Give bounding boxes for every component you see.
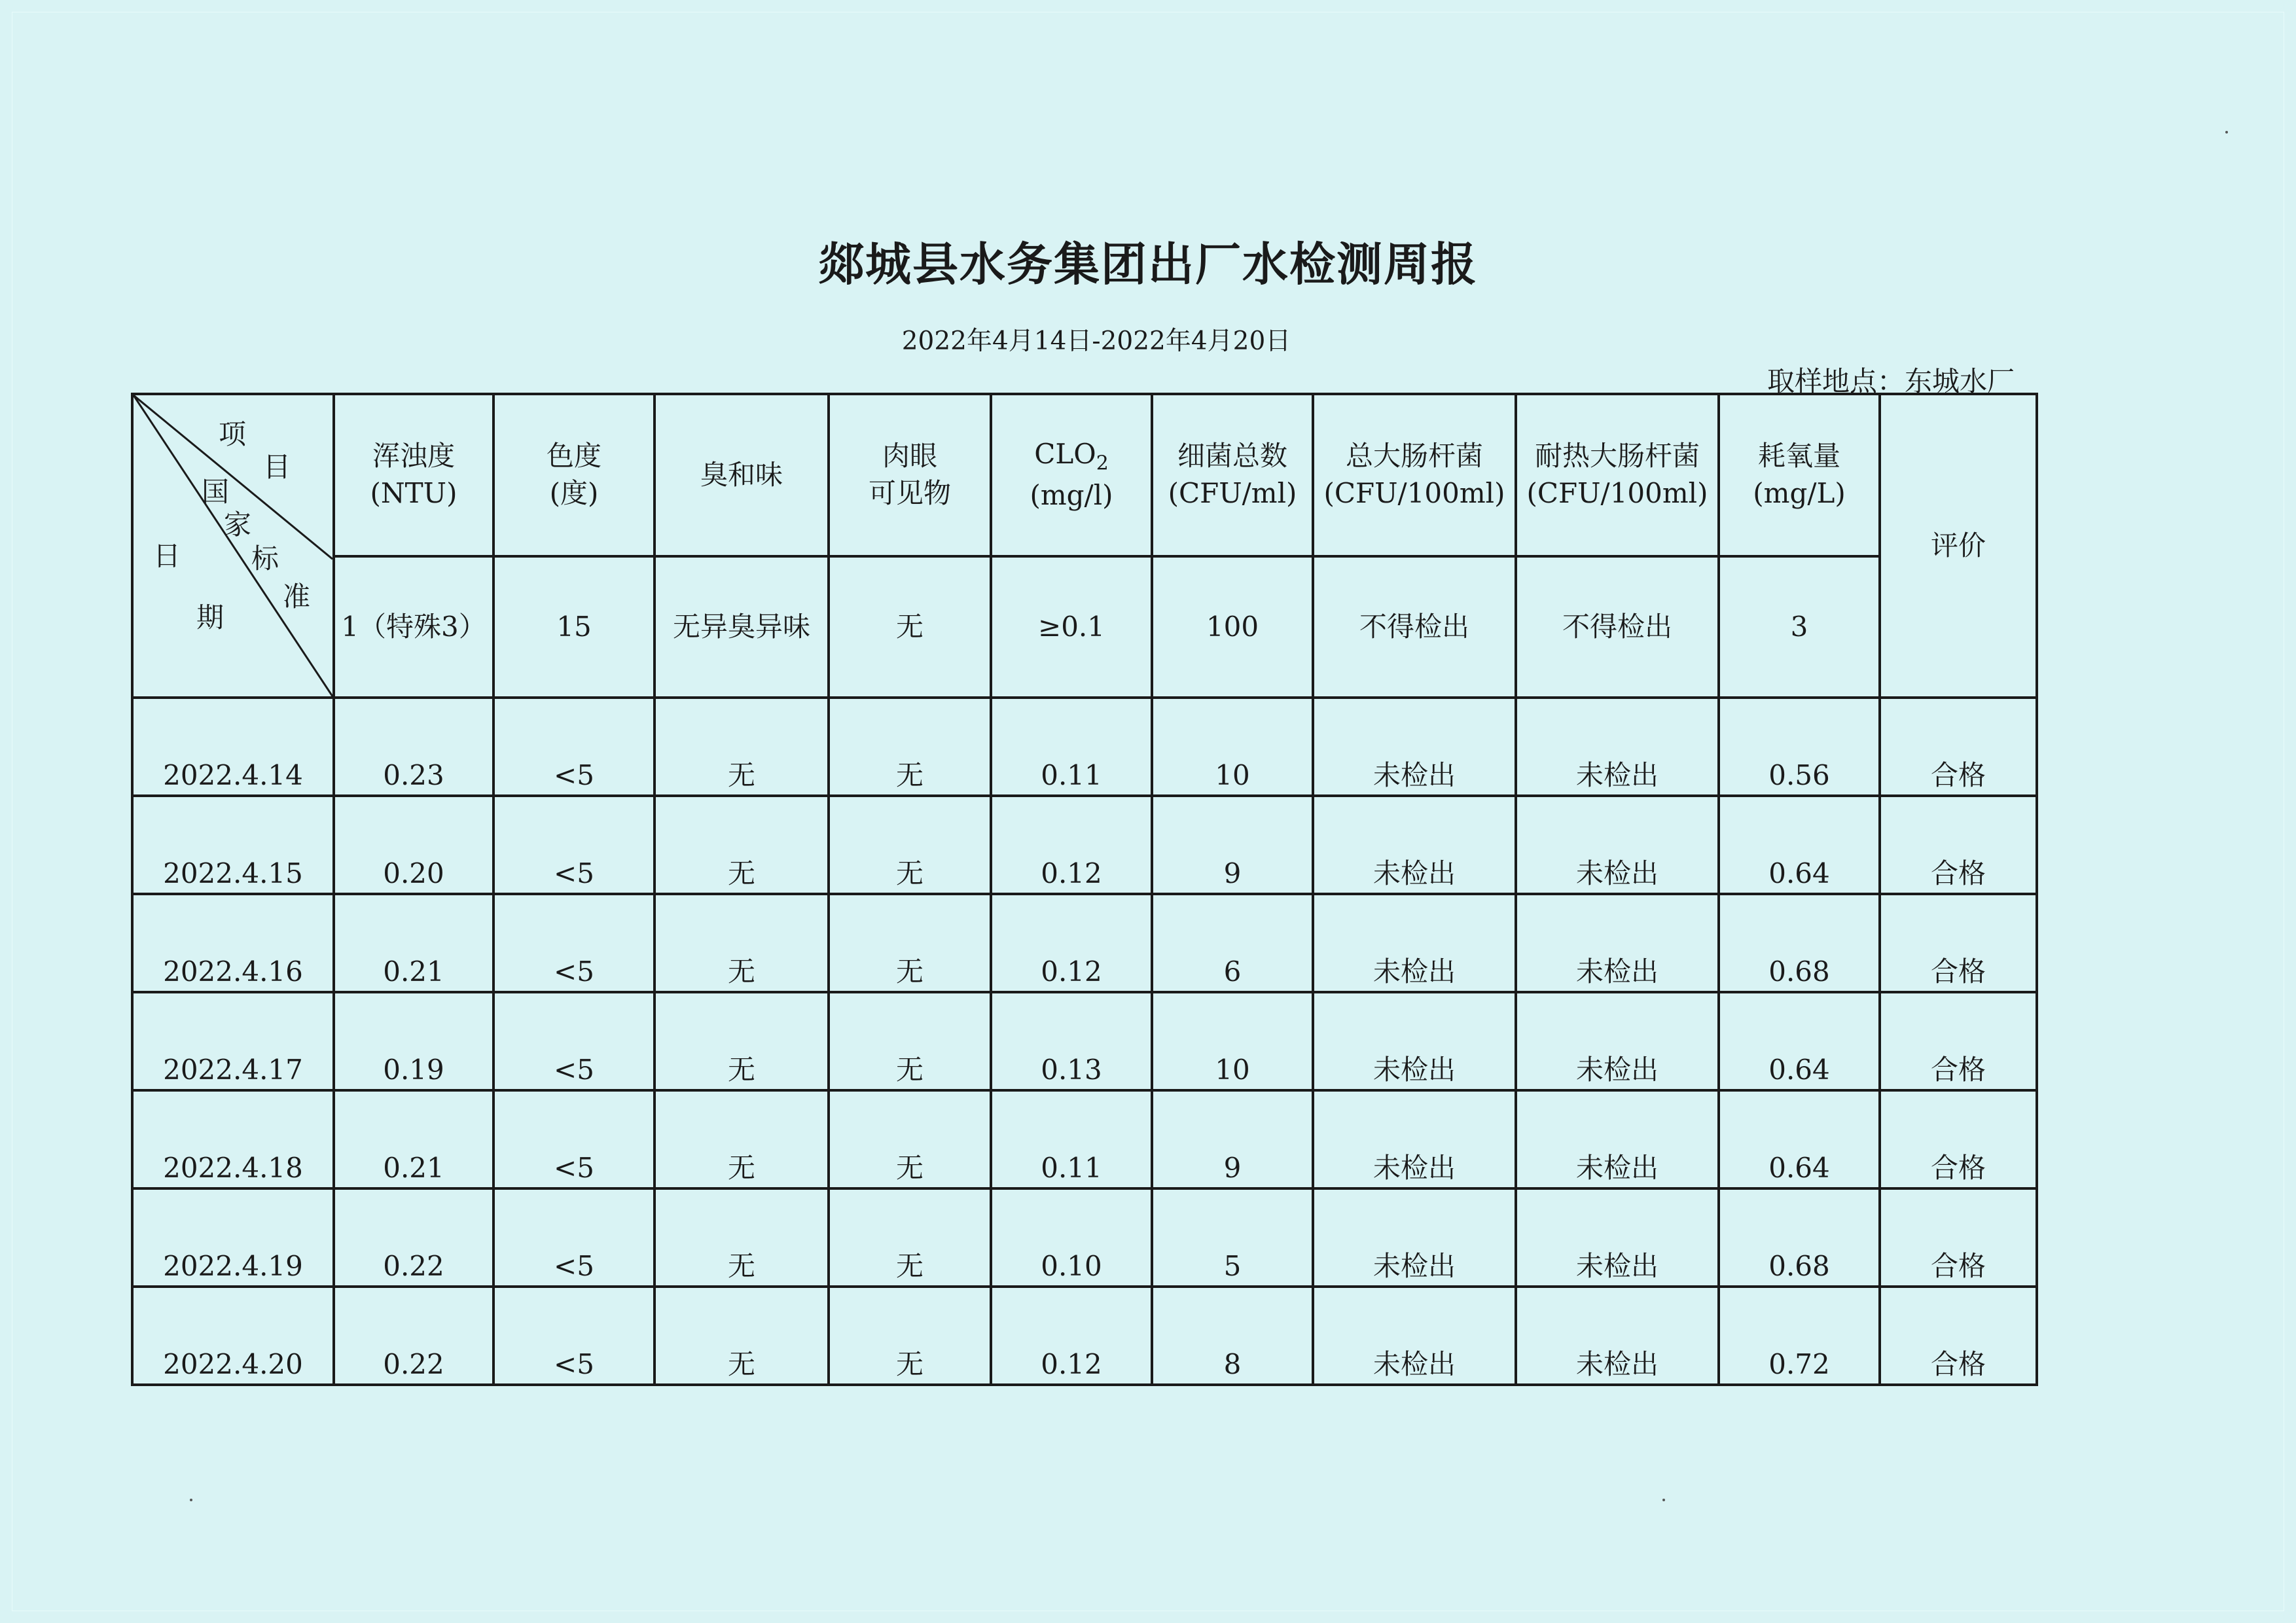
table-cell: 0.11	[991, 698, 1152, 796]
corner-date-char-1: 日	[153, 540, 181, 572]
table-cell: 合格	[1880, 894, 2037, 992]
header-coliform	[1313, 394, 1516, 556]
table-cell: 合格	[1880, 796, 2037, 894]
table-cell: 无	[829, 698, 991, 796]
header-row	[132, 394, 2037, 556]
table-cell: 未检出	[1516, 1188, 1719, 1287]
table-cell: 无	[829, 1188, 991, 1287]
header-odor	[655, 394, 829, 556]
table-cell: 未检出	[1313, 894, 1516, 992]
corner-item-char-1: 项	[219, 418, 247, 450]
table-cell: 9	[1152, 1090, 1313, 1188]
table-cell: <5	[493, 796, 655, 894]
row-date-cell: 2022.4.20	[132, 1287, 334, 1385]
table-cell: 未检出	[1516, 796, 1719, 894]
table-cell: <5	[493, 1188, 655, 1287]
table-cell: 0.68	[1719, 1188, 1880, 1287]
standard-cell: 3	[1719, 556, 1880, 698]
table-cell: 合格	[1880, 1090, 2037, 1188]
row-date-cell: 2022.4.14	[132, 698, 334, 796]
corner-std-char-2: 家	[224, 508, 252, 541]
table-cell: <5	[493, 1090, 655, 1188]
table-cell: 0.72	[1719, 1287, 1880, 1385]
table-cell: <5	[493, 894, 655, 992]
table-cell: 合格	[1880, 698, 2037, 796]
standard-cell: 不得检出	[1516, 556, 1719, 698]
header-bacteria	[1152, 394, 1313, 556]
table-cell: 0.12	[991, 1287, 1152, 1385]
table-cell: 0.12	[991, 796, 1152, 894]
table-row	[132, 1090, 2037, 1188]
table-cell: 无	[829, 894, 991, 992]
header-visible-line-1: 肉眼	[882, 440, 937, 473]
table-cell: 8	[1152, 1287, 1313, 1385]
table-cell: 0.20	[334, 796, 493, 894]
table-cell: 无	[829, 796, 991, 894]
table-cell: 未检出	[1313, 992, 1516, 1090]
standard-cell: 15	[493, 556, 655, 698]
table-cell: 无	[655, 796, 829, 894]
table-cell: 0.64	[1719, 1090, 1880, 1188]
standard-cell: 1（特殊3）	[334, 556, 493, 698]
table-row	[132, 894, 2037, 992]
table-cell: 未检出	[1313, 1090, 1516, 1188]
corner-std-char-3: 标	[251, 543, 279, 575]
corner-item-char-2: 目	[263, 451, 291, 483]
header-bacteria-name: 细菌总数	[1177, 440, 1287, 473]
table-cell: 无	[829, 1090, 991, 1188]
table-row	[132, 1287, 2037, 1385]
table-cell: 无	[829, 1287, 991, 1385]
table-cell: 合格	[1880, 1188, 2037, 1287]
table-cell: 未检出	[1313, 1188, 1516, 1287]
corner-date-char-2: 期	[196, 601, 224, 633]
header-color	[493, 394, 655, 556]
table-row	[132, 992, 2037, 1090]
header-thermo-unit: (CFU/100ml)	[1526, 477, 1708, 509]
header-clo2-subscript: 2	[1096, 452, 1109, 475]
table-cell: 无	[655, 698, 829, 796]
standard-cell: ≥0.1	[991, 556, 1152, 698]
table-cell: 5	[1152, 1188, 1313, 1287]
table-cell: 合格	[1880, 992, 2037, 1090]
table-cell: 10	[1152, 992, 1313, 1090]
table-cell: 合格	[1880, 1287, 2037, 1385]
standard-row	[132, 556, 2037, 698]
row-date-cell: 2022.4.17	[132, 992, 334, 1090]
scan-speck	[190, 1499, 192, 1501]
table-row	[132, 698, 2037, 796]
table-cell: 0.12	[991, 894, 1152, 992]
corner-std-char-1: 国	[202, 476, 230, 508]
header-oxygen-name: 耗氧量	[1757, 440, 1840, 473]
header-odor-name: 臭和味	[700, 458, 783, 491]
data-rows	[132, 698, 2037, 1385]
table-cell: 0.13	[991, 992, 1152, 1090]
table-cell: 未检出	[1313, 698, 1516, 796]
standard-cell: 不得检出	[1313, 556, 1516, 698]
sampling-location: 取样地点：东城水厂	[1767, 365, 2015, 397]
table-cell: 无	[655, 894, 829, 992]
header-oxygen-unit: (mg/L)	[1753, 477, 1846, 509]
header-visible-matter	[829, 394, 991, 556]
header-thermo-coliform	[1516, 394, 1719, 556]
table-cell: 未检出	[1516, 1287, 1719, 1385]
table-cell: 0.21	[334, 1090, 493, 1188]
page-title: 郯城县水务集团出厂水检测周报	[818, 238, 1478, 291]
table-cell: 0.64	[1719, 796, 1880, 894]
table-cell: <5	[493, 992, 655, 1090]
standard-cell: 100	[1152, 556, 1313, 698]
table-cell: 0.64	[1719, 992, 1880, 1090]
table-cell: 无	[829, 992, 991, 1090]
header-thermo-name: 耐热大肠杆菌	[1534, 440, 1700, 473]
table-cell: 未检出	[1516, 1090, 1719, 1188]
table-cell: 6	[1152, 894, 1313, 992]
header-clo2-main: CLO	[1034, 438, 1096, 471]
table-cell: 0.22	[334, 1287, 493, 1385]
table-row	[132, 796, 2037, 894]
row-date-cell: 2022.4.19	[132, 1188, 334, 1287]
header-color-unit: (度)	[549, 477, 599, 509]
table-cell: 0.56	[1719, 698, 1880, 796]
table-cell: 未检出	[1313, 1287, 1516, 1385]
table-cell: 0.23	[334, 698, 493, 796]
header-color-name: 色度	[546, 440, 601, 473]
header-clo2	[991, 394, 1152, 556]
table-cell: 未检出	[1516, 894, 1719, 992]
corner-cell	[132, 394, 334, 698]
standard-cell: 无异臭异味	[655, 556, 829, 698]
table-cell: 0.19	[334, 992, 493, 1090]
table-cell: 无	[655, 1090, 829, 1188]
report-date-range: 2022年4月14日-2022年4月20日	[901, 327, 1291, 356]
header-coliform-name: 总大肠杆菌	[1345, 440, 1483, 473]
table-cell: 无	[655, 1287, 829, 1385]
scan-speck	[2225, 131, 2228, 134]
header-turbidity	[334, 394, 493, 556]
table-cell: 9	[1152, 796, 1313, 894]
header-clo2-unit: (mg/l)	[1030, 479, 1113, 512]
row-date-cell: 2022.4.18	[132, 1090, 334, 1188]
water-quality-table	[131, 393, 2038, 1386]
table-cell: <5	[493, 1287, 655, 1385]
table-cell: 无	[655, 992, 829, 1090]
header-bacteria-unit: (CFU/ml)	[1168, 477, 1297, 509]
table-cell: 未检出	[1313, 796, 1516, 894]
table-cell: 0.68	[1719, 894, 1880, 992]
table-cell: 0.22	[334, 1188, 493, 1287]
header-clo2-name	[992, 436, 1151, 477]
table-cell: 未检出	[1516, 992, 1719, 1090]
table-cell: 10	[1152, 698, 1313, 796]
table-cell: 0.10	[991, 1188, 1152, 1287]
table-cell: 0.11	[991, 1090, 1152, 1188]
header-turbidity-name: 浑浊度	[372, 440, 455, 473]
table-cell: 未检出	[1516, 698, 1719, 796]
table-cell: <5	[493, 698, 655, 796]
header-oxygen	[1719, 394, 1880, 556]
table-cell: 0.21	[334, 894, 493, 992]
header-visible-line-2: 可见物	[868, 477, 951, 509]
corner-std-char-4: 准	[283, 580, 311, 613]
table-row	[132, 1188, 2037, 1287]
standard-cell: 无	[829, 556, 991, 698]
row-date-cell: 2022.4.16	[132, 894, 334, 992]
scan-speck	[1662, 1499, 1665, 1501]
row-date-cell: 2022.4.15	[132, 796, 334, 894]
table-cell: 无	[655, 1188, 829, 1287]
header-coliform-unit: (CFU/100ml)	[1323, 477, 1505, 509]
header-turbidity-unit: (NTU)	[370, 477, 457, 509]
header-evaluation: 评价	[1880, 394, 2037, 698]
